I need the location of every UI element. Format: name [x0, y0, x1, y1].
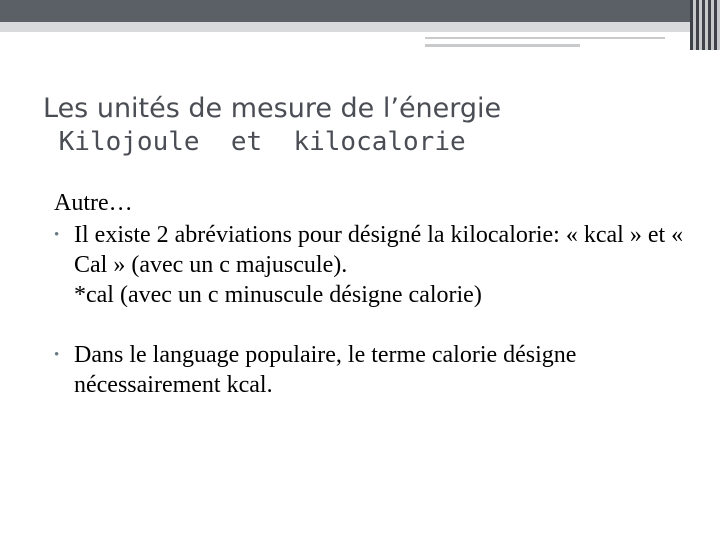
- header-stripes: [690, 0, 720, 50]
- bullet-text: Dans le language populaire, le terme calorie désigne nécessairement kcal.: [74, 342, 577, 398]
- header-accent-line: [425, 37, 665, 39]
- bullet-item: [54, 220, 684, 310]
- bullet-text: Il existe 2 abréviations pour désigné la kilocalorie: « kcal » et « Cal » (avec un c majuscule).: [74, 222, 684, 278]
- bullet-icon: •: [54, 227, 60, 243]
- bullet-item: [54, 340, 684, 400]
- bullet-note: *cal (avec un c minuscule désigne calorie): [74, 282, 482, 308]
- slide-body: [54, 188, 684, 400]
- bullet-icon: •: [54, 347, 60, 363]
- slide-title-line-1: Les unités de mesure de l’énergie: [43, 93, 502, 124]
- intro-text: Autre…: [54, 190, 133, 216]
- header-bar-light: [0, 22, 720, 32]
- header-bar: [0, 0, 720, 22]
- header-accent-line: [425, 44, 580, 47]
- slide-title-line-2: Kilojoule et kilocalorie: [43, 126, 466, 157]
- slide-title: [43, 92, 683, 158]
- spacer: [54, 310, 684, 340]
